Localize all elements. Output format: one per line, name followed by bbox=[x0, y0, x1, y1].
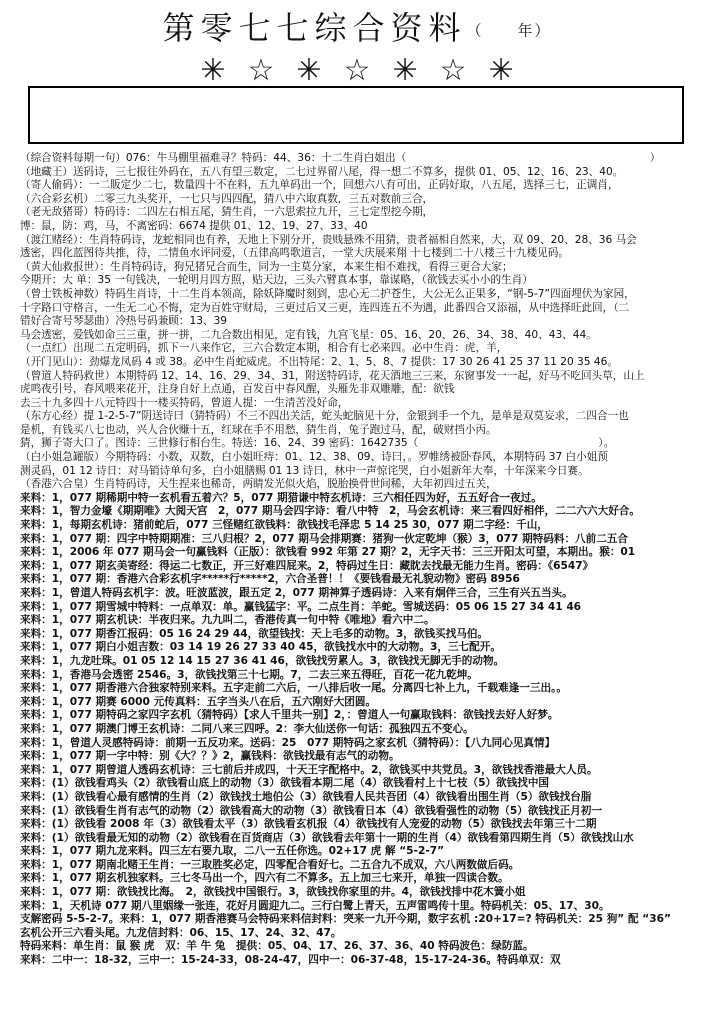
text-line: 今期开：大 单：35 一句钱决，一轮明月四方照，贴天边，三头六臂真本事，靠谋略，（欲钱去买小小的生肖） bbox=[20, 274, 533, 287]
text-line: 来料：二中一：18-32，三中一：15-24-33，08-24-47，四中一：06-37-48，15-17-24-36。特码单双：双 bbox=[20, 954, 561, 967]
star-icon: ☆ bbox=[343, 53, 371, 88]
text-line: 玄机公开三六看头尾。九龙信封料：06、15、17、24、32、47。 bbox=[20, 926, 342, 939]
text-line: 来料：1，每期玄机诗：猪前蛇后，077 三怪赌红欲钱料：欲钱找毛泽忠 5 14 25 30，077 期二字经：千山， bbox=[20, 519, 548, 532]
text-line: （综合资料每期一句）076：牛马棚里福难寻？特码：44、36：十二生肖白姐出（ ） bbox=[20, 152, 661, 164]
text-line: 错好合寄号琴瑟曲）冷热号码兼顾：13、39 bbox=[20, 315, 228, 328]
text-line: （香港六合皇）生肖特码诗，天生捏来也稀奇，两睛发光似火焰，脱胎换骨世间稀，大年初四过五关， bbox=[20, 478, 497, 491]
text-line: 来料：1，077 期：四字中特期期准：三八归根？2，077 期马会排期赛：猪狗一伙定乾坤（猴）3，077 期特码料：八前二五合 bbox=[20, 532, 629, 545]
empty-banner-box bbox=[28, 86, 684, 144]
text-line: 是机，有钱买八七也动，兴人合伙赚十五，红球在手不用愁，猜生肖，兔子跑过马，配，破财挡小丙。 bbox=[20, 423, 497, 436]
text-line: （一点红）出现二五定明码，抓下一八来作它，三六合数定本期，相合有七必来四。必中生肖：虎，羊， bbox=[20, 342, 508, 355]
text-line: 来料：1，077 期稀期中特一玄机看五着六？5，077 期猎谦中特玄机诗：三六相任四为好，五五好合一夜过。 bbox=[20, 491, 542, 504]
text-line: 来料：1，077 期玄美寄经：得运二七数正，开三好难四屁来。2，特码过生日：藏眈去找最无能力生肖。密码：《6547》 bbox=[20, 559, 594, 572]
star-icon: ✳ bbox=[488, 53, 514, 88]
text-line: 来料：(1）欲钱看最无知的动物（2）欲钱看在百货商店（3）欲钱看去年第十一期的生肖（4）欲钱看第四期生肖（5）欲钱找山水 bbox=[20, 831, 634, 844]
text-line: 十字路口守格言，一生无二心不悔，定为百姓守财局，三更过后又三更，连四连五不为遇，此番四合又添福，从中选择旺此回，（二 bbox=[20, 301, 630, 314]
text-line: 来料：(1）欲钱看鸡头（2）欲钱看山底上的动物（3）欲钱看本期二尾（4）欲钱看村上十七枝（5）欲钱找中国 bbox=[20, 777, 550, 790]
text-line: （六合彩玄机）二零三九头奖开，一七只与四四配，猜八中六取真数，三五对数前三合， bbox=[20, 192, 434, 205]
star-icon: ☆ bbox=[439, 53, 467, 88]
text-line: 来料：1，077 期香港六合独家特别来料。五字走前二六后，一八排后收一尾。分离四七补上九，千载难逢一三出。。 bbox=[20, 682, 567, 695]
text-line: 来料：1，077 期特码之家四字玄机（猜特码）【求人千里共一别】2，：曾道人一句赢取钱料：欲钱找去好人好梦。 bbox=[20, 709, 559, 722]
text-line: 来料：1，智力金壕《期期唯》大阅天宫 2，077 期马会四字诗：看八中特 2，马会玄机诗：来三看四好相伴，二二六六大好合。 bbox=[20, 505, 640, 518]
text-line: 来料：1，077 期：香港六合彩玄机字*****行*****2，六合圣普！！《要钱看最无礼貌动物》密码 8956 bbox=[20, 573, 520, 586]
text-line: 来料：1，077 期一字中特：别《大？？》2，赢钱料：欲钱找最有志气的动物。 bbox=[20, 750, 400, 763]
text-line: 透密，四化蓝图待共推，待，二情鱼水评同爱，（五律高鸣歌道言，一堂大庆展来翔 十七楼到二十八楼三十九楼见码。 bbox=[20, 247, 569, 260]
text-line: 来料：1，077 期玄机诀：半夜归来。九九叫二，香港传真一句中特《唯地》看六中二。 bbox=[20, 614, 435, 627]
text-line: 支解密码 5-5-2-7。来料：1，077 期香港赛马会特码来料信封料：突来一九开今期，数字玄机 :20+17=? 特码机关：25 狗” 配 “36” bbox=[20, 913, 671, 926]
text-line: 马会透密，爱钱如命三三重，拼一拼，二九合数出相见，定有钱，九宫飞星：05、16、20、26、34、38、40、43、44。 bbox=[20, 328, 597, 341]
text-line: 虎鸣夜引号，春风喂来花开，注身自好上点通，百发百中春风醒，头雁先非双雕雕，配：欲钱 bbox=[20, 383, 455, 396]
text-line: 来料：1，077 期九龙来料。四三左右要九取，二八一五任你选。02+17 虎 解 “5-2-7” bbox=[20, 845, 445, 858]
text-line: 来料：1，077 期曾道人透码玄机诗：三七前后并成四，十天王字配格中。2，欲钱买中共党员。3，欲钱找香港最大人员。 bbox=[20, 763, 598, 776]
text-line: 来料：1，香港马会透密 2546。3，欲钱找第三十七期。7，二去三来五得旺，百花一花九乾坤。 bbox=[20, 668, 478, 681]
text-line: 猜，狮子寄大口了。图诗：三世修行相台生。特送：16、24、39 密码：1642735（ ）。 bbox=[20, 437, 615, 450]
text-line: 来料：1，077 期澳门博王玄机诗：二同八来三四呼。2：李大仙送你一句话：孤独四五不变心。 bbox=[20, 722, 474, 735]
text-line: （白小姐急罐版）今期特码：小数，双数，白小姐旺痔：01、12、38、09、诗曰，。罗帷绣被卧春风，本期特码 37 白小姐预 bbox=[20, 451, 608, 464]
text-line: （曾士铁板神数）特码生肖诗，十二生肖本领高，除妖降魔时刻到，忠心无二护苍生，大公无么正果多，“钢-5-7”四面埋伏为家园， bbox=[20, 287, 635, 300]
star-icon: ✳ bbox=[392, 53, 418, 88]
text-line: （老无敌猪哥）特码诗：二四左右相五尾，猜生肖，一六思索拉九开，三七定型挖今期， bbox=[20, 206, 434, 219]
document-body bbox=[20, 152, 696, 968]
text-line: 来料：1，天机诗 077 期八里姻缘一张连，花好月圆迎九二。三行白鹭上青天，五声雷鸣传十里。特码机关：05、17、30。 bbox=[20, 899, 610, 912]
text-line: 来料：(1）欲钱看心最有感情的生肖（2）欲钱找土地伯公（3）欲钱看人民共吾团（4）欲钱看出围生肖（5）欲钱找台脂 bbox=[20, 790, 592, 803]
text-line: （东方心经）提 1-2-5-7”阴送诗曰（猜特码）不三不四出关活，蛇头蛇脑见十分，金银到手一个九，是单是双莫妄求，二四合一也 bbox=[20, 410, 629, 423]
text-line: 测灵码，01 12 诗日：对马销诗单句多，白小姐膳赐 01 13 诗日，林中一声惊诧哭，白小姐新年大奉，十年深来今日赛。 bbox=[20, 464, 589, 477]
text-line: （黄大仙救报世）：生肖特码诗，狗兄猪兄合而生，同为一主莫分家，本来生相不难找，看得三更合大家； bbox=[20, 260, 513, 273]
text-line: 来料：1，曾道人特码玄机字：波。旺波蓝波，跟五定 2，077 期神算子透码诗：入来有炯伴三合，三生有兴五当头。 bbox=[20, 587, 573, 599]
text-line: 来料：1，077 期：欲钱找比海。 2，欲钱找中国银行。3，欲钱找你家里的井。4，欲钱找排中花木簧小姐 bbox=[20, 886, 526, 899]
text-line: （渡江赌经）：生肖特码诗，龙蛇相同也有养，天地上下别分开，贵贱悬殊不用猜，贵者福相自然来，大，双 09、20、28、36 马会 bbox=[20, 233, 637, 246]
text-line: 博：鼠，防：鸡，马，不离密码：6674 提供 01、12、19、27、33、40 bbox=[20, 219, 368, 232]
text-line: （开门见山）：劲爆龙凤码 4 或 38。必中生肖蛇威虎。不出特尾：2、1、5、8、7 提供：17 30 26 41 25 37 11 20 35 46。 bbox=[20, 355, 618, 368]
page-title bbox=[0, 8, 714, 51]
title-text: 第零七七综合资料 bbox=[162, 9, 467, 47]
star-icon: ✳ bbox=[200, 53, 226, 88]
text-line: 来料：1，077 期白小姐吉数：03 14 19 26 27 33 40 45，欲钱找水中的大动物。3，三七配开。 bbox=[20, 641, 501, 654]
star-icon: ☆ bbox=[247, 53, 275, 88]
text-line: 特码来料：单生肖：鼠 猴 虎 双：羊 牛 兔 提供：05、04、17、26、37、36、40 特码波色：绿防蓝。 bbox=[20, 940, 534, 953]
year-label: （ 年） bbox=[466, 21, 552, 40]
text-line: 来料：1，077 期南北赌王生肖：一三取胜奖必定，四零配合看好七。二五合九不成双，六八两数做后码。 bbox=[20, 858, 520, 871]
text-line: （寄人偷码）：一二販定少二七，数量四十不在料，五九单码出一个，回想六八有可出，正码好取，八五尾，选择三七，正调肖， bbox=[20, 179, 619, 192]
star-icon: ✳ bbox=[296, 53, 322, 88]
text-line: 来料：1，九龙吐珠。01 05 12 14 15 27 36 41 46，欲钱找劳累人。3，欲钱找无脚无手的动物。 bbox=[20, 654, 505, 667]
text-line: 来料：1，曾道人灵感特码诗：前期一五反功来。送码：25 077 期特码之家玄机（猜特码）：【八九同心见真情】 bbox=[20, 736, 556, 749]
text-line: 来料：1，077 期玄机独家料。三七冬马出一个，四六有二不算多。五上加三七来开，单独一四读合数。 bbox=[20, 872, 509, 885]
text-line: 来料：1，077 期香江报码：05 16 24 29 44，欲望钱找：天上毛多的动物。3，欲钱买找马伯。 bbox=[20, 627, 489, 640]
text-line: 来料：1，2006 年 077 期马会一句赢钱料（正版）：欲钱看 992 年第 27 期？2，无字天书：三三开阳太可望，本期出。猴：01 bbox=[20, 546, 636, 559]
text-line: （地藏王）送码诗，三七报往外码在，五八有望三数定，二七过界留八尾，得一想二不算多，提供 01、05、12、16、23、40。 bbox=[20, 165, 624, 178]
star-decoration-row bbox=[0, 54, 714, 88]
text-line: 来料：(1）欲钱看生肖有志气的动物（2）欲钱看高大的动物（3）欲钱看日本（4）欲钱看强性的动物（5）欲钱找正月初一 bbox=[20, 804, 602, 817]
text-line: 去三十九多四十八元特四十一楼买特码，曾道人提：一生清苦没好命， bbox=[20, 396, 349, 409]
text-line: 来料：(1）欲钱看 2008 年（3）欲钱看太平（3）欲钱看玄机报（4）欲钱找有人宠爱的动物（5）欲钱找去年第三十二期 bbox=[20, 818, 597, 831]
text-line: 来料：1，077 期赛 6000 元传真料：五字当头八在后，五六刚好大团圆。 bbox=[20, 695, 377, 708]
text-line: （曾道人特码救世）本期特码 12、14、16、29、34、31，附送特码诗，花天酒地三三来，东窗事发一一起，好马不吃回头草，山上 bbox=[20, 369, 645, 382]
text-line: 来料：1，077 期雪城中特料：一点单双：单。赢钱猛字：平。二点生肖：羊蛇。雪城送码：05 06 15 27 34 41 46 bbox=[20, 600, 582, 613]
